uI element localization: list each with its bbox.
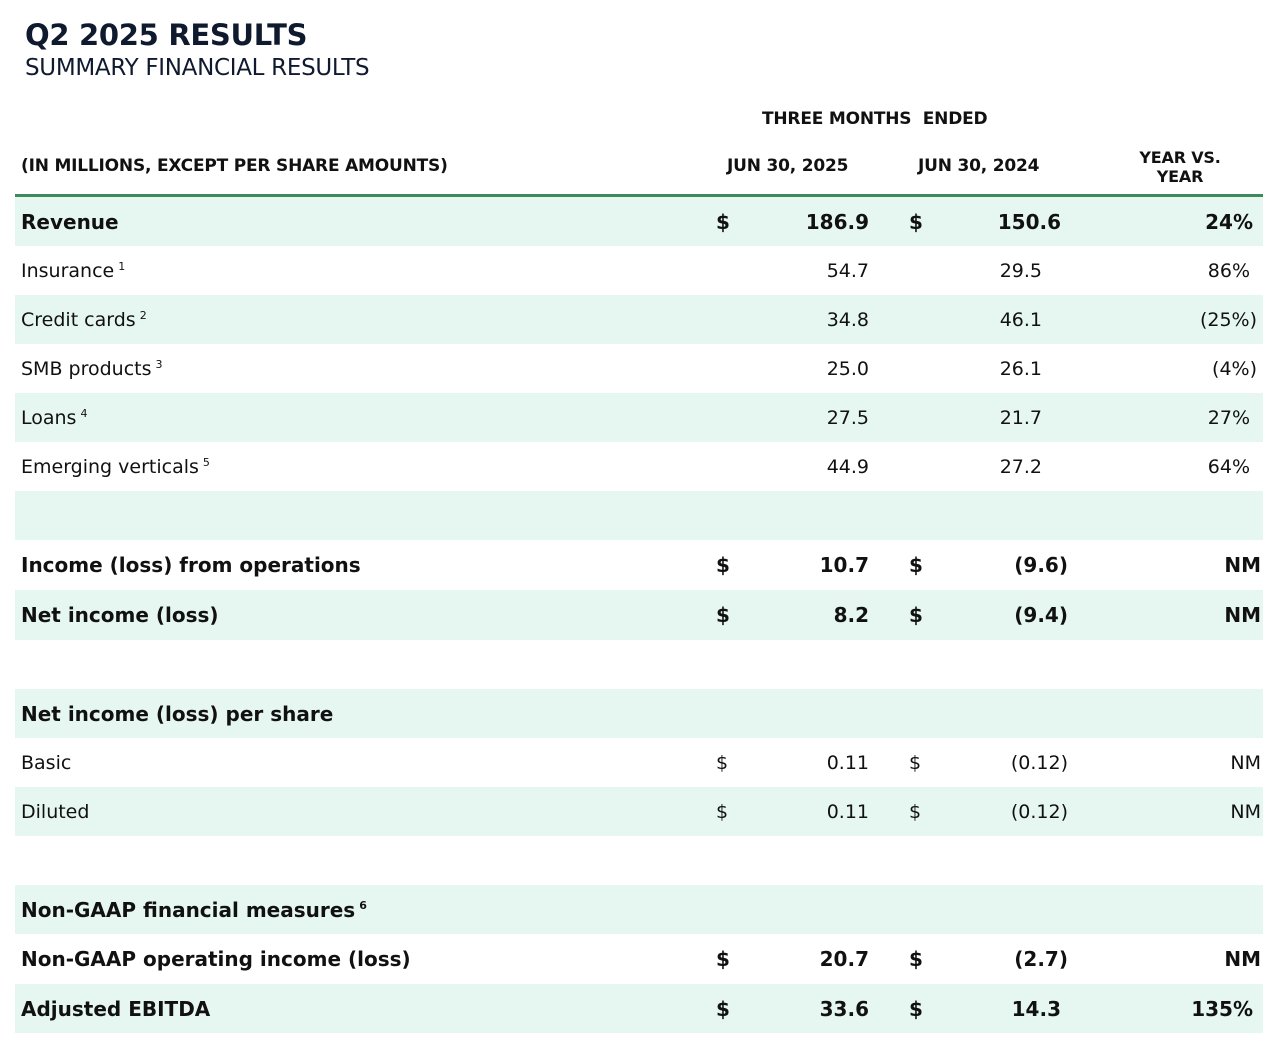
value-2024: 14.3 bbox=[1011, 996, 1061, 1021]
row-label bbox=[21, 295, 147, 344]
period-header: THREE MONTHS ENDED bbox=[762, 109, 988, 129]
value-2024: (9.4) bbox=[1014, 603, 1068, 627]
currency-symbol-2025: $ bbox=[716, 996, 730, 1021]
value-2025: 20.7 bbox=[819, 947, 869, 971]
value-yoy-change: 24% bbox=[1205, 209, 1253, 234]
table-row bbox=[15, 540, 1263, 590]
currency-symbol-2025: $ bbox=[716, 553, 730, 577]
value-yoy-change: NM bbox=[1230, 800, 1261, 823]
value-yoy-change: NM bbox=[1230, 751, 1261, 774]
value-2024: 29.5 bbox=[999, 259, 1042, 282]
column-header-yoy-line2: YEAR bbox=[1156, 167, 1204, 186]
row-label bbox=[21, 787, 89, 836]
currency-symbol-2025: $ bbox=[716, 751, 729, 774]
row-label bbox=[21, 197, 119, 246]
value-2025: 34.8 bbox=[826, 308, 869, 331]
row-label-text: Emerging verticals bbox=[21, 455, 199, 478]
value-2024: (0.12) bbox=[1010, 751, 1068, 774]
table-row bbox=[15, 934, 1263, 984]
currency-symbol-2024: $ bbox=[909, 800, 922, 823]
row-label-text: Net income (loss) per share bbox=[21, 701, 334, 726]
value-yoy-change: 86% bbox=[1207, 259, 1250, 282]
table-row bbox=[15, 393, 1263, 442]
value-yoy-change: 135% bbox=[1191, 996, 1253, 1021]
currency-symbol-2024: $ bbox=[909, 553, 923, 577]
page-title: Q2 2025 RESULTS bbox=[25, 18, 308, 52]
currency-symbol-2024: $ bbox=[909, 996, 923, 1021]
footnote-marker: 1 bbox=[118, 260, 126, 273]
table-row bbox=[15, 246, 1263, 295]
column-header-jun-2025: JUN 30, 2025 bbox=[727, 156, 849, 176]
value-yoy-change: (4%) bbox=[1212, 357, 1257, 380]
row-label bbox=[21, 934, 411, 984]
row-label bbox=[21, 689, 333, 738]
row-label bbox=[21, 540, 361, 590]
value-2025: 0.11 bbox=[826, 751, 869, 774]
row-label-text: Loans bbox=[21, 406, 77, 429]
footnote-marker: 6 bbox=[359, 899, 367, 912]
financial-results-table bbox=[15, 197, 1263, 1033]
row-label-text: Insurance bbox=[21, 259, 115, 282]
footnote-marker: 2 bbox=[139, 309, 147, 322]
row-label bbox=[21, 590, 219, 640]
currency-symbol-2025: $ bbox=[716, 209, 730, 234]
table-row bbox=[15, 491, 1263, 540]
page-subtitle: SUMMARY FINANCIAL RESULTS bbox=[25, 55, 370, 81]
footnote-marker: 3 bbox=[155, 358, 163, 371]
table-row bbox=[15, 885, 1263, 934]
column-header-yoy bbox=[1118, 148, 1242, 186]
currency-symbol-2024: $ bbox=[909, 603, 923, 627]
currency-symbol-2025: $ bbox=[716, 947, 730, 971]
row-label bbox=[21, 738, 71, 787]
value-yoy-change: (25%) bbox=[1199, 308, 1257, 331]
value-yoy-change: NM bbox=[1224, 603, 1261, 627]
row-label-text: Basic bbox=[21, 751, 72, 774]
table-row bbox=[15, 836, 1263, 885]
row-label bbox=[21, 984, 210, 1033]
value-yoy-change: NM bbox=[1224, 553, 1261, 577]
row-label-text: Non-GAAP financial measures bbox=[21, 897, 356, 922]
table-row bbox=[15, 197, 1263, 246]
row-label-text: Credit cards bbox=[21, 308, 136, 331]
footnote-marker: 5 bbox=[202, 456, 210, 469]
footnote-marker: 4 bbox=[80, 407, 88, 420]
row-label-text: Adjusted EBITDA bbox=[21, 996, 211, 1021]
value-2025: 54.7 bbox=[826, 259, 869, 282]
value-2025: 10.7 bbox=[819, 553, 869, 577]
table-row bbox=[15, 689, 1263, 738]
table-row bbox=[15, 295, 1263, 344]
row-label bbox=[21, 442, 210, 491]
row-label bbox=[21, 393, 87, 442]
value-2025: 33.6 bbox=[819, 996, 869, 1021]
row-label-text: Net income (loss) bbox=[21, 603, 219, 627]
column-header-jun-2024: JUN 30, 2024 bbox=[918, 156, 1040, 176]
row-label-text: SMB products bbox=[21, 357, 152, 380]
table-row bbox=[15, 984, 1263, 1033]
value-yoy-change: NM bbox=[1224, 947, 1261, 971]
table-row bbox=[15, 590, 1263, 640]
value-2025: 25.0 bbox=[826, 357, 869, 380]
value-yoy-change: 64% bbox=[1207, 455, 1250, 478]
row-label-text: Income (loss) from operations bbox=[21, 553, 361, 577]
row-label bbox=[21, 246, 125, 295]
table-row bbox=[15, 344, 1263, 393]
value-2024: 21.7 bbox=[999, 406, 1042, 429]
value-2024: (0.12) bbox=[1010, 800, 1068, 823]
value-yoy-change: 27% bbox=[1207, 406, 1250, 429]
value-2024: 26.1 bbox=[999, 357, 1042, 380]
value-2025: 0.11 bbox=[826, 800, 869, 823]
value-2024: 27.2 bbox=[999, 455, 1042, 478]
value-2024: 46.1 bbox=[999, 308, 1042, 331]
table-row bbox=[15, 787, 1263, 836]
column-header-yoy-line1: YEAR VS. bbox=[1139, 148, 1221, 167]
row-label-text: Revenue bbox=[21, 209, 119, 234]
currency-symbol-2024: $ bbox=[909, 947, 923, 971]
value-2025: 44.9 bbox=[826, 455, 869, 478]
value-2024: (2.7) bbox=[1014, 947, 1068, 971]
currency-symbol-2024: $ bbox=[909, 209, 923, 234]
row-label bbox=[21, 885, 367, 934]
row-label-text: Non-GAAP operating income (loss) bbox=[21, 947, 411, 971]
value-2025: 186.9 bbox=[805, 209, 869, 234]
units-header: (IN MILLIONS, EXCEPT PER SHARE AMOUNTS) bbox=[21, 156, 448, 176]
currency-symbol-2024: $ bbox=[909, 751, 922, 774]
value-2024: (9.6) bbox=[1014, 553, 1068, 577]
row-label-text: Diluted bbox=[21, 800, 90, 823]
table-row bbox=[15, 442, 1263, 491]
currency-symbol-2025: $ bbox=[716, 603, 730, 627]
value-2025: 8.2 bbox=[833, 603, 869, 627]
table-row bbox=[15, 640, 1263, 689]
row-label bbox=[21, 344, 163, 393]
value-2025: 27.5 bbox=[826, 406, 869, 429]
currency-symbol-2025: $ bbox=[716, 800, 729, 823]
value-2024: 150.6 bbox=[997, 209, 1061, 234]
table-row bbox=[15, 738, 1263, 787]
